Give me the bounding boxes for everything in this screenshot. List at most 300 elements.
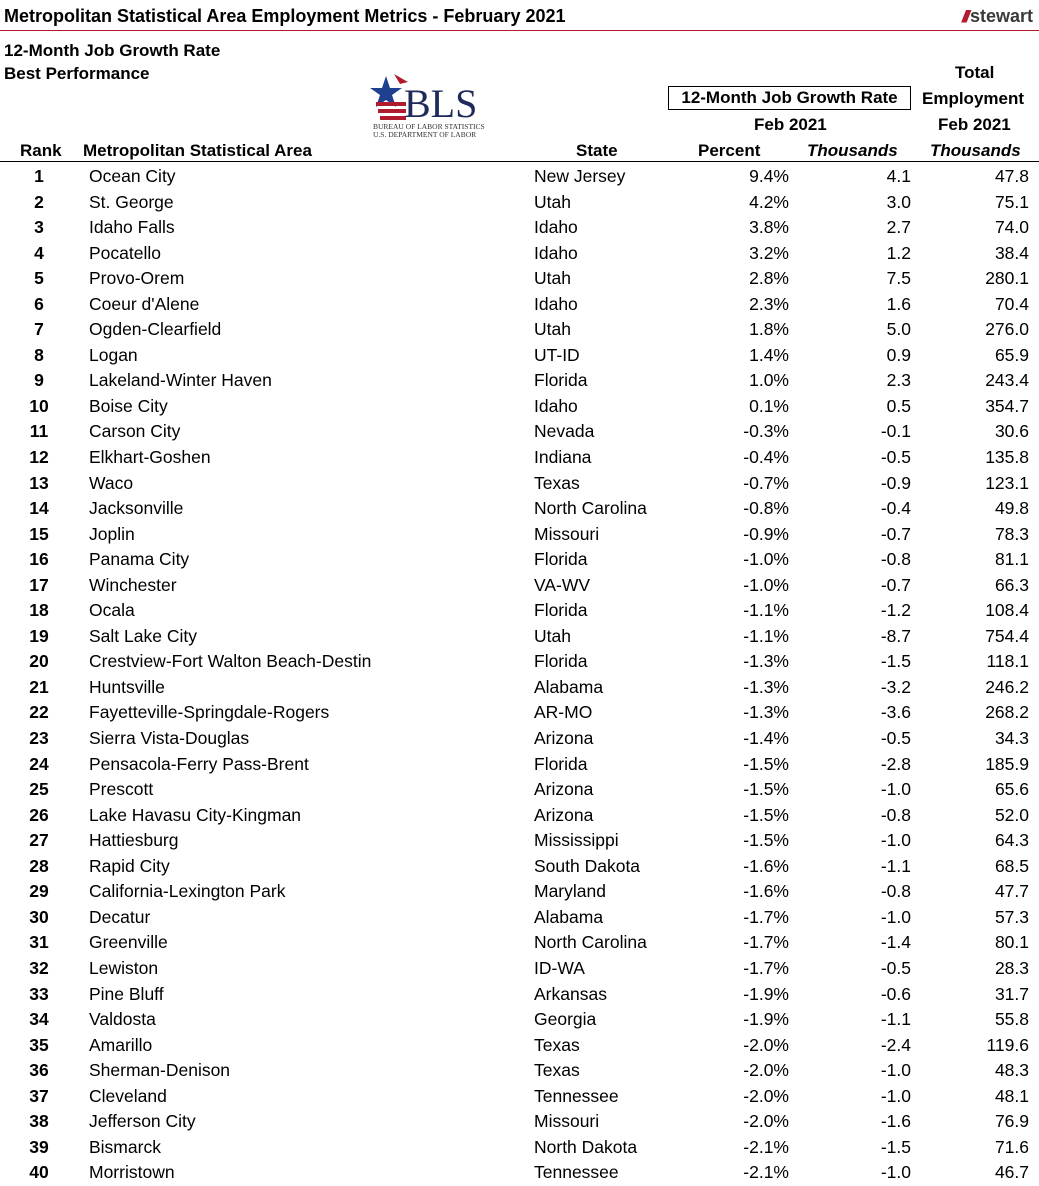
subtitle-performance: Best Performance xyxy=(4,64,150,83)
cell-area: Ogden-Clearfield xyxy=(89,319,222,340)
cell-thousands: -1.1 xyxy=(880,1009,911,1030)
cell-area: Pine Bluff xyxy=(89,983,164,1004)
cell-total: 48.1 xyxy=(994,1085,1029,1106)
cell-percent: -1.5% xyxy=(743,830,789,851)
cell-percent: -2.1% xyxy=(743,1136,789,1157)
cell-area: Decatur xyxy=(89,906,151,927)
table-row xyxy=(0,1109,1039,1135)
cell-area: Prescott xyxy=(89,779,154,800)
cell-percent: -1.1% xyxy=(743,600,789,621)
col-header-rank: Rank xyxy=(20,141,62,160)
cell-area: St. George xyxy=(89,191,174,212)
cell-percent: -1.1% xyxy=(743,625,789,646)
table-row xyxy=(0,368,1039,394)
cell-percent: 1.0% xyxy=(749,370,789,391)
cell-state: Alabama xyxy=(534,906,604,927)
cell-rank: 20 xyxy=(29,651,49,672)
cell-thousands: -0.7 xyxy=(880,574,911,595)
cell-area: Boise City xyxy=(89,395,168,416)
cell-state: Arizona xyxy=(534,779,594,800)
cell-area: Logan xyxy=(89,344,138,365)
cell-percent: 1.8% xyxy=(749,319,789,340)
table-row xyxy=(0,624,1039,650)
cell-state: Florida xyxy=(534,651,588,672)
cell-thousands: -1.4 xyxy=(880,932,911,953)
cell-thousands: -1.0 xyxy=(880,830,911,851)
cell-total: 108.4 xyxy=(985,600,1029,621)
cell-percent: 2.8% xyxy=(749,268,789,289)
table-row xyxy=(0,573,1039,599)
cell-state: Texas xyxy=(534,472,580,493)
cell-total: 123.1 xyxy=(985,472,1029,493)
total-header-line2: Employment xyxy=(922,89,1025,108)
cell-area: Jacksonville xyxy=(89,498,184,519)
stewart-logo-text: stewart xyxy=(969,6,1033,26)
cell-rank: 10 xyxy=(29,395,49,416)
cell-percent: -0.4% xyxy=(743,447,789,468)
cell-area: Ocean City xyxy=(89,166,176,186)
cell-total: 754.4 xyxy=(985,625,1029,646)
cell-thousands: -1.0 xyxy=(880,1162,911,1183)
table-row xyxy=(0,1160,1039,1186)
cell-area: Sherman-Denison xyxy=(89,1060,231,1081)
cell-area: California-Lexington Park xyxy=(89,881,286,902)
cell-state: North Carolina xyxy=(534,932,647,953)
cell-state: Maryland xyxy=(534,881,606,902)
table-row xyxy=(0,471,1039,497)
table-row xyxy=(0,752,1039,778)
cell-state: Idaho xyxy=(534,395,578,416)
cell-area: Huntsville xyxy=(89,676,165,697)
group-header-date: Feb 2021 xyxy=(754,115,827,134)
cell-rank: 29 xyxy=(29,881,49,902)
cell-area: Morristown xyxy=(89,1162,175,1183)
cell-percent: 3.2% xyxy=(749,242,789,263)
cell-rank: 21 xyxy=(29,676,49,697)
subtitle-metric: 12-Month Job Growth Rate xyxy=(4,41,221,60)
cell-state: Idaho xyxy=(534,217,578,238)
cell-rank: 30 xyxy=(29,906,49,927)
table-row xyxy=(0,675,1039,701)
table-row xyxy=(0,879,1039,905)
cell-rank: 22 xyxy=(29,702,49,723)
cell-area: Lakeland-Winter Haven xyxy=(89,370,272,391)
cell-state: Tennessee xyxy=(534,1085,619,1106)
cell-percent: 0.1% xyxy=(749,395,789,416)
cell-total: 119.6 xyxy=(986,1034,1029,1055)
cell-total: 66.3 xyxy=(994,574,1029,595)
page-title: Metropolitan Statistical Area Employment Metrics - February 2021 xyxy=(4,6,566,26)
cell-total: 65.9 xyxy=(994,344,1029,365)
cell-thousands: 0.9 xyxy=(886,344,911,365)
cell-thousands: -1.5 xyxy=(880,1136,911,1157)
cell-state: Utah xyxy=(534,625,571,646)
col-header-state: State xyxy=(576,141,618,160)
cell-state: Mississippi xyxy=(534,830,619,851)
cell-thousands: -1.1 xyxy=(880,855,911,876)
cell-percent: -2.0% xyxy=(743,1085,789,1106)
group-header-job-growth: 12-Month Job Growth Rate xyxy=(668,86,911,110)
table-row xyxy=(0,598,1039,624)
cell-state: ID-WA xyxy=(534,957,585,978)
table-row xyxy=(0,164,1039,190)
cell-area: Amarillo xyxy=(89,1034,153,1055)
cell-total: 57.3 xyxy=(994,906,1029,927)
cell-thousands: 0.5 xyxy=(886,395,911,416)
cell-total: 74.0 xyxy=(994,217,1029,238)
cell-state: Florida xyxy=(534,370,588,391)
table-row xyxy=(0,190,1039,216)
cell-total: 34.3 xyxy=(994,728,1029,749)
cell-percent: -1.3% xyxy=(743,702,789,723)
cell-state: Arizona xyxy=(534,728,594,749)
table-row xyxy=(0,215,1039,241)
cell-percent: -1.5% xyxy=(743,779,789,800)
cell-rank: 18 xyxy=(29,600,49,621)
table-row xyxy=(0,828,1039,854)
cell-percent: -1.5% xyxy=(743,753,789,774)
table-row xyxy=(0,496,1039,522)
table-row xyxy=(0,982,1039,1008)
table-row xyxy=(0,777,1039,803)
cell-thousands: -0.1 xyxy=(880,421,911,442)
msa-table xyxy=(0,164,1039,1186)
cell-thousands: 2.7 xyxy=(886,217,911,238)
cell-rank: 32 xyxy=(29,957,49,978)
cell-area: Joplin xyxy=(89,523,135,544)
cell-percent: 4.2% xyxy=(749,191,789,212)
cell-state: Indiana xyxy=(534,447,592,468)
cell-state: Idaho xyxy=(534,293,578,314)
cell-rank: 3 xyxy=(34,217,44,238)
cell-rank: 26 xyxy=(29,804,49,825)
cell-state: Tennessee xyxy=(534,1162,619,1183)
cell-total: 46.7 xyxy=(994,1162,1029,1183)
cell-rank: 9 xyxy=(34,370,44,391)
cell-total: 185.9 xyxy=(985,753,1029,774)
cell-thousands: -0.8 xyxy=(880,881,911,902)
table-row xyxy=(0,700,1039,726)
cell-state: Utah xyxy=(534,268,571,289)
table-row xyxy=(0,905,1039,931)
cell-thousands: -0.5 xyxy=(880,447,911,468)
cell-state: Florida xyxy=(534,549,588,570)
cell-rank: 31 xyxy=(29,932,49,953)
cell-rank: 25 xyxy=(29,779,49,800)
cell-total: 243.4 xyxy=(985,370,1029,391)
cell-area: Pocatello xyxy=(89,242,161,263)
table-row xyxy=(0,317,1039,343)
table-row xyxy=(0,803,1039,829)
cell-percent: -1.6% xyxy=(743,855,789,876)
cell-state: Alabama xyxy=(534,676,604,697)
total-header-line1: Total xyxy=(955,63,995,82)
table-row xyxy=(0,1007,1039,1033)
cell-rank: 34 xyxy=(29,1009,49,1030)
cell-area: Valdosta xyxy=(89,1009,156,1030)
cell-thousands: -0.9 xyxy=(880,472,911,493)
table-row xyxy=(0,649,1039,675)
cell-area: Salt Lake City xyxy=(89,625,197,646)
cell-area: Rapid City xyxy=(89,855,170,876)
stewart-logo-mark-icon: /// xyxy=(961,6,967,26)
cell-thousands: 7.5 xyxy=(886,268,911,289)
bls-logo xyxy=(366,72,498,140)
cell-percent: -2.0% xyxy=(743,1111,789,1132)
cell-state: Florida xyxy=(534,753,588,774)
cell-thousands: -1.2 xyxy=(880,600,911,621)
cell-thousands: -3.2 xyxy=(880,676,911,697)
cell-total: 75.1 xyxy=(994,191,1029,212)
cell-area: Carson City xyxy=(89,421,181,442)
cell-total: 65.6 xyxy=(994,779,1029,800)
cell-rank: 12 xyxy=(29,447,49,468)
cell-percent: -1.9% xyxy=(743,983,789,1004)
total-header-date: Feb 2021 xyxy=(938,115,1011,134)
cell-total: 280.1 xyxy=(985,268,1029,289)
cell-percent: -1.7% xyxy=(743,906,789,927)
cell-thousands: 2.3 xyxy=(886,370,911,391)
cell-state: AR-MO xyxy=(534,702,593,723)
cell-area: Lewiston xyxy=(89,957,159,978)
table-row xyxy=(0,1058,1039,1084)
bls-logo-line1: BUREAU OF LABOR STATISTICS xyxy=(373,122,485,131)
cell-state: Florida xyxy=(534,600,588,621)
cell-thousands: -0.8 xyxy=(880,804,911,825)
cell-state: Texas xyxy=(534,1060,580,1081)
cell-area: Ocala xyxy=(89,600,135,621)
table-row xyxy=(0,956,1039,982)
cell-total: 80.1 xyxy=(994,932,1029,953)
cell-percent: -1.0% xyxy=(743,574,789,595)
cell-state: Texas xyxy=(534,1034,580,1055)
cell-rank: 33 xyxy=(29,983,49,1004)
cell-thousands: 3.0 xyxy=(886,191,911,212)
col-header-area: Metropolitan Statistical Area xyxy=(83,141,312,160)
cell-area: Greenville xyxy=(89,932,168,953)
cell-thousands: -0.4 xyxy=(880,498,911,519)
cell-area: Sierra Vista-Douglas xyxy=(89,728,250,749)
col-header-total-thousands: Thousands xyxy=(930,141,1021,160)
cell-thousands: -8.7 xyxy=(880,625,911,646)
cell-percent: 9.4% xyxy=(749,166,789,186)
cell-rank: 7 xyxy=(34,319,44,340)
cell-total: 71.6 xyxy=(994,1136,1029,1157)
table-row xyxy=(0,419,1039,445)
cell-rank: 40 xyxy=(29,1162,49,1183)
table-row xyxy=(0,1084,1039,1110)
cell-percent: 2.3% xyxy=(749,293,789,314)
stewart-logo xyxy=(962,6,1033,27)
cell-area: Lake Havasu City-Kingman xyxy=(89,804,302,825)
cell-thousands: -3.6 xyxy=(880,702,911,723)
cell-thousands: -1.0 xyxy=(880,906,911,927)
cell-rank: 28 xyxy=(29,855,49,876)
cell-percent: -1.7% xyxy=(743,932,789,953)
cell-percent: -0.9% xyxy=(743,523,789,544)
cell-rank: 23 xyxy=(29,728,49,749)
cell-rank: 15 xyxy=(29,523,49,544)
cell-rank: 38 xyxy=(29,1111,49,1132)
cell-thousands: -0.6 xyxy=(880,983,911,1004)
cell-total: 55.8 xyxy=(994,1009,1029,1030)
cell-total: 49.8 xyxy=(994,498,1029,519)
cell-thousands: 1.2 xyxy=(886,242,911,263)
cell-thousands: 5.0 xyxy=(886,319,911,340)
cell-area: Coeur d'Alene xyxy=(89,293,200,314)
table-row xyxy=(0,522,1039,548)
cell-area: Bismarck xyxy=(89,1136,161,1157)
cell-rank: 16 xyxy=(29,549,49,570)
cell-total: 64.3 xyxy=(994,830,1029,851)
bls-logo-line2: U.S. DEPARTMENT OF LABOR xyxy=(373,130,477,139)
cell-thousands: -2.4 xyxy=(880,1034,911,1055)
header-divider xyxy=(0,161,1039,162)
cell-state: Arizona xyxy=(534,804,594,825)
cell-area: Winchester xyxy=(89,574,177,595)
cell-area: Crestview-Fort Walton Beach-Destin xyxy=(89,651,372,672)
cell-thousands: -1.6 xyxy=(880,1111,911,1132)
cell-area: Panama City xyxy=(89,549,190,570)
cell-rank: 35 xyxy=(29,1034,49,1055)
cell-area: Fayetteville-Springdale-Rogers xyxy=(89,702,330,723)
cell-percent: -0.7% xyxy=(743,472,789,493)
cell-thousands: -1.5 xyxy=(880,651,911,672)
cell-area: Idaho Falls xyxy=(89,217,175,238)
cell-percent: -1.5% xyxy=(743,804,789,825)
col-header-percent: Percent xyxy=(698,141,761,160)
cell-total: 47.8 xyxy=(994,166,1029,186)
cell-rank: 19 xyxy=(29,625,49,646)
cell-percent: -1.6% xyxy=(743,881,789,902)
cell-state: New Jersey xyxy=(534,166,626,186)
cell-percent: -1.3% xyxy=(743,676,789,697)
cell-total: 246.2 xyxy=(985,676,1029,697)
cell-total: 76.9 xyxy=(994,1111,1029,1132)
cell-thousands: -0.8 xyxy=(880,549,911,570)
cell-percent: -1.0% xyxy=(743,549,789,570)
cell-total: 38.4 xyxy=(994,242,1029,263)
cell-percent: -1.9% xyxy=(743,1009,789,1030)
cell-state: Missouri xyxy=(534,523,600,544)
cell-percent: 3.8% xyxy=(749,217,789,238)
cell-rank: 5 xyxy=(34,268,44,289)
cell-rank: 4 xyxy=(34,242,44,263)
cell-rank: 11 xyxy=(29,421,49,442)
cell-area: Elkhart-Goshen xyxy=(89,447,211,468)
cell-percent: 1.4% xyxy=(749,344,789,365)
table-row xyxy=(0,930,1039,956)
cell-thousands: -1.0 xyxy=(880,1060,911,1081)
table-row xyxy=(0,241,1039,267)
bls-logo-main: BLS xyxy=(404,81,478,126)
cell-area: Provo-Orem xyxy=(89,268,185,289)
cell-percent: -1.3% xyxy=(743,651,789,672)
cell-state: North Carolina xyxy=(534,498,647,519)
cell-thousands: -0.5 xyxy=(880,728,911,749)
cell-total: 28.3 xyxy=(994,957,1029,978)
table-row xyxy=(0,547,1039,573)
cell-rank: 17 xyxy=(29,574,49,595)
cell-total: 70.4 xyxy=(994,293,1029,314)
cell-thousands: -1.0 xyxy=(880,779,911,800)
cell-rank: 6 xyxy=(34,293,44,314)
cell-percent: -2.1% xyxy=(743,1162,789,1183)
cell-area: Waco xyxy=(89,472,134,493)
cell-state: Idaho xyxy=(534,242,578,263)
cell-percent: -1.7% xyxy=(743,957,789,978)
cell-rank: 37 xyxy=(29,1085,49,1106)
cell-rank: 2 xyxy=(34,191,44,212)
cell-rank: 14 xyxy=(29,498,49,519)
star-flag-icon xyxy=(370,74,408,120)
cell-total: 52.0 xyxy=(994,804,1029,825)
cell-rank: 8 xyxy=(34,344,44,365)
cell-state: North Dakota xyxy=(534,1136,638,1157)
cell-state: VA-WV xyxy=(534,574,591,595)
table-row xyxy=(0,266,1039,292)
cell-percent: -2.0% xyxy=(743,1060,789,1081)
table-row xyxy=(0,854,1039,880)
cell-rank: 39 xyxy=(29,1136,49,1157)
cell-percent: -0.3% xyxy=(743,421,789,442)
cell-thousands: -1.0 xyxy=(880,1085,911,1106)
table-row xyxy=(0,394,1039,420)
cell-total: 48.3 xyxy=(994,1060,1029,1081)
cell-area: Pensacola-Ferry Pass-Brent xyxy=(89,753,309,774)
cell-total: 135.8 xyxy=(985,447,1029,468)
cell-total: 30.6 xyxy=(994,421,1029,442)
cell-state: South Dakota xyxy=(534,855,641,876)
cell-thousands: -0.5 xyxy=(880,957,911,978)
cell-thousands: 1.6 xyxy=(886,293,911,314)
cell-area: Cleveland xyxy=(89,1085,167,1106)
table-row xyxy=(0,726,1039,752)
table-row xyxy=(0,1135,1039,1161)
cell-total: 68.5 xyxy=(994,855,1029,876)
cell-thousands: 4.1 xyxy=(886,166,911,186)
cell-state: Arkansas xyxy=(534,983,607,1004)
cell-rank: 13 xyxy=(29,472,49,493)
cell-percent: -1.4% xyxy=(743,728,789,749)
cell-thousands: -2.8 xyxy=(880,753,911,774)
cell-state: Nevada xyxy=(534,421,595,442)
cell-percent: -2.0% xyxy=(743,1034,789,1055)
table-row xyxy=(0,343,1039,369)
cell-rank: 36 xyxy=(29,1060,49,1081)
cell-total: 118.1 xyxy=(986,651,1029,672)
cell-area: Hattiesburg xyxy=(89,830,179,851)
cell-total: 268.2 xyxy=(985,702,1029,723)
cell-total: 78.3 xyxy=(994,523,1029,544)
cell-percent: -0.8% xyxy=(743,498,789,519)
cell-state: Utah xyxy=(534,319,571,340)
table-row xyxy=(0,292,1039,318)
cell-total: 81.1 xyxy=(994,549,1029,570)
cell-rank: 24 xyxy=(29,753,49,774)
cell-state: Georgia xyxy=(534,1009,597,1030)
table-row xyxy=(0,1033,1039,1059)
cell-state: Missouri xyxy=(534,1111,600,1132)
cell-total: 276.0 xyxy=(985,319,1029,340)
table-row xyxy=(0,445,1039,471)
cell-rank: 1 xyxy=(34,166,44,186)
title-divider xyxy=(0,30,1039,31)
cell-rank: 27 xyxy=(29,830,49,851)
cell-state: Utah xyxy=(534,191,571,212)
cell-state: UT-ID xyxy=(534,344,580,365)
col-header-thousands: Thousands xyxy=(807,141,898,160)
